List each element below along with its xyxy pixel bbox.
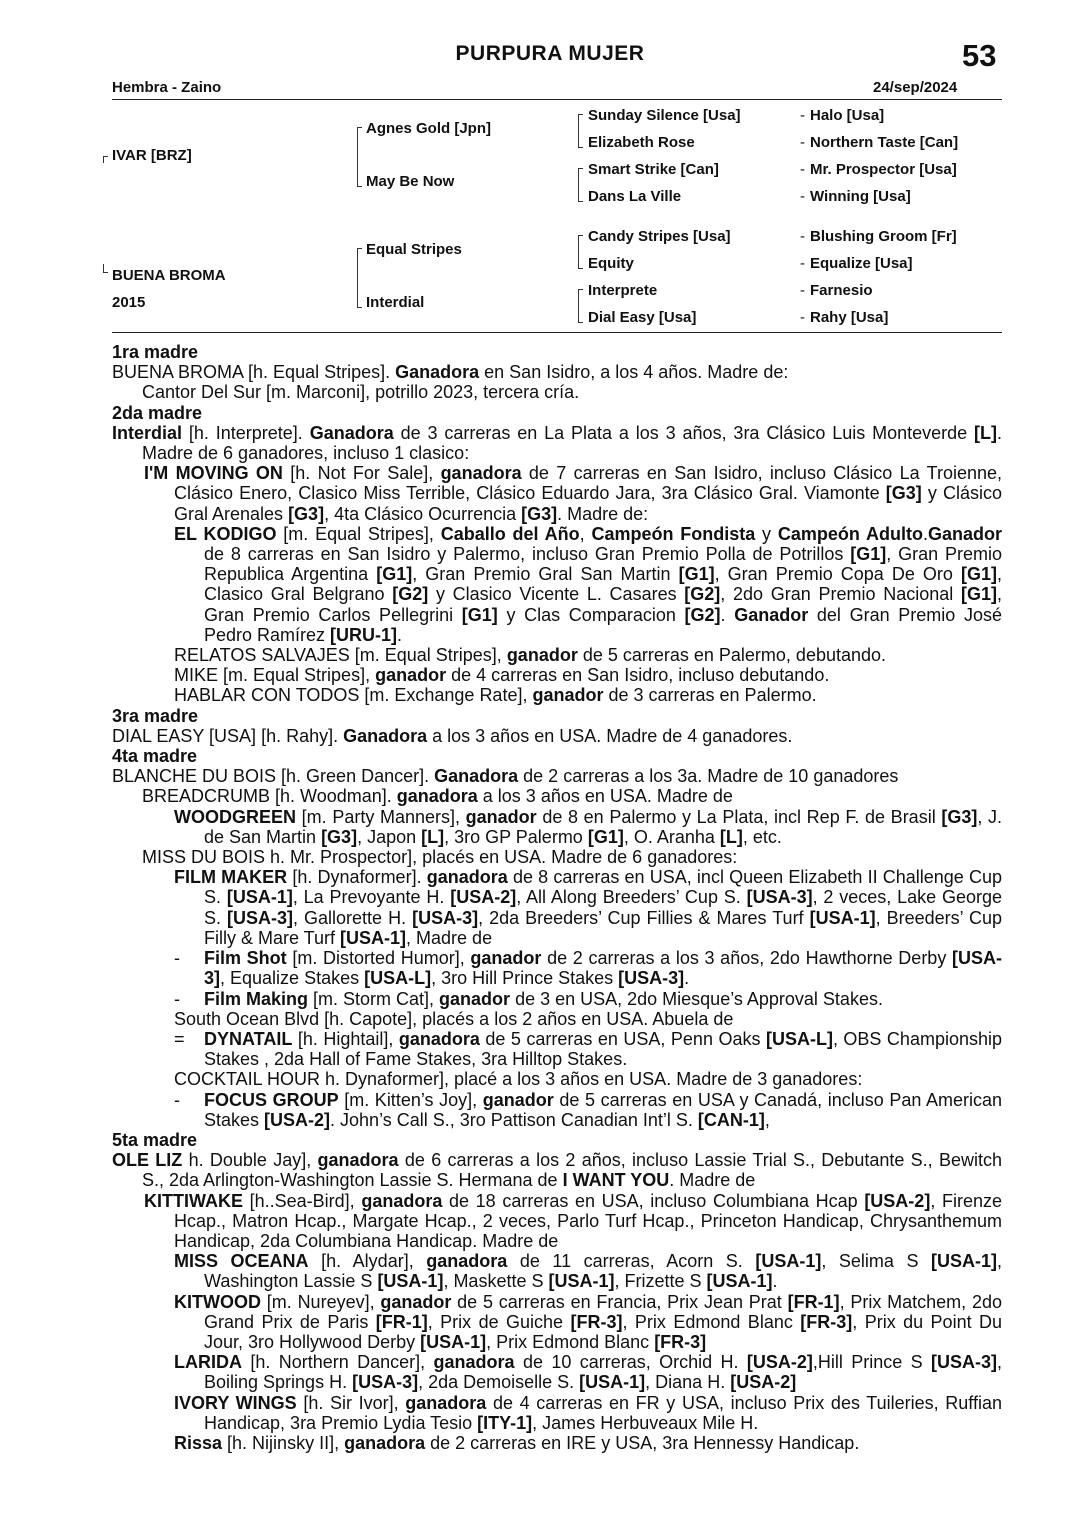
bracket — [578, 193, 583, 202]
produce-entry: South Ocean Blvd [h. Capote], placés a los 2 años en USA. Abuela de — [174, 1008, 734, 1029]
sire: IVAR [BRZ] — [112, 147, 192, 164]
produce-entry: Rissa [h. Nijinsky II], ganadora de 2 carreras en IRE y USA, 3ra Hennessy Handicap. — [174, 1432, 860, 1453]
produce-entry: - Film Making [m. Storm Cat], ganador de 3 en USA, 2do Miesque’s Approval Stakes. — [174, 988, 883, 1009]
bracket — [357, 127, 362, 180]
g3-ancestor: Interprete — [588, 282, 658, 299]
third-dam-entry: DIAL EASY [USA] [h. Rahy]. Ganadora a los 3 años en USA. Madre de 4 ganadores. — [112, 725, 793, 746]
g4-ancestor: Mr. Prospector [Usa] — [810, 161, 957, 178]
bracket — [578, 114, 583, 141]
produce-entry: MISS DU BOIS h. Mr. Prospector], placés en USA. Madre de 6 ganadores: — [142, 847, 738, 868]
dash: - — [800, 228, 805, 245]
page-number: 53 — [962, 38, 997, 73]
fourth-dam-entry: BLANCHE DU BOIS [h. Green Dancer]. Ganadora de 2 carreras a los 3a. Madre de 10 ganadores — [112, 766, 899, 787]
g3-ancestor: Elizabeth Rose — [588, 134, 695, 151]
g4-ancestor: Winning [Usa] — [810, 188, 911, 205]
section-heading: 3ra madre — [112, 705, 199, 726]
dash: - — [800, 134, 805, 151]
g3-ancestor: Candy Stripes [Usa] — [588, 228, 731, 245]
family-section — [112, 342, 1002, 1453]
bracket — [578, 260, 583, 269]
bracket — [578, 314, 583, 323]
bracket — [578, 168, 583, 195]
dash: - — [800, 255, 805, 272]
g3-ancestor: Smart Strike [Can] — [588, 161, 719, 178]
bracket — [578, 289, 583, 316]
produce-entry: KITWOOD [m. Nureyev], ganador de 5 carreras en Francia, Prix Jean Prat [FR-1], Prix Matchem, 2do Grand Prix de Paris [FR-1], Prix de Guiche [FR-3], Prix Edmond Blanc [FR-3], Prix du Point Du Jour, 3ro Hollywood Derby [USA-1], Prix Edmond Blanc [FR-3] — [174, 1291, 1003, 1352]
first-dam-child: Cantor Del Sur [m. Marconi], potrillo 2023, tercera cría. — [142, 382, 580, 403]
fifth-dam-entry: OLE LIZ h. Double Jay], ganadora de 6 carreras a los 2 años, incluso Lassie Trial S., Debutante S., Bewitch S., 2da Arlington-Washington Lassie S. Hermana de I WANT YOU. Madre de — [112, 1150, 1002, 1191]
g4-ancestor: Blushing Groom [Fr] — [810, 228, 957, 245]
dam-sire: Equal Stripes — [366, 241, 462, 258]
produce-entry: I'M MOVING ON [h. Not For Sale], ganadora de 7 carreras en San Isidro, incluso Clásico La Troienne, Clásico Enero, Clasico Miss Terrible, Clásico Eduardo Jara, 3ra Clásico Gral. Viamonte [G3] y Clásico Gral Arenales [G3], 4ta Clásico Ocurrencia [G3]. Madre de: — [144, 463, 1002, 524]
produce-entry: IVORY WINGS [h. Sir Ivor], ganadora de 4 carreras en FR y USA, incluso Prix des Tuileries, Ruffian Handicap, 3ra Premio Lydia Tesio [ITY-1], James Herbuveaux Mile H. — [174, 1392, 1002, 1433]
section-heading: 5ta madre — [112, 1129, 198, 1150]
produce-entry: WOODGREEN [m. Party Manners], ganador de 8 en Palermo y La Plata, incl Rep F. de Brasil [G3], J. de San Martin [G3], Japon [L], 3ro GP Palermo [G1], O. Aranha [L], etc. — [174, 806, 1002, 847]
produce-entry: - Film Shot [m. Distorted Humor], ganador de 2 carreras a los 3 años, 2do Hawthorne Derby [USA-3], Equalize Stakes [USA-L], 3ro Hill Prince Stakes [USA-3]. — [174, 948, 1002, 989]
birth-year: 2015 — [112, 294, 146, 311]
second-dam-entry: Interdial [h. Interprete]. Ganadora de 3 carreras en La Plata a los 3 años, 3ra Clásico Luis Monteverde [L]. Madre de 6 ganadores, incluso 1 clasico: — [112, 422, 1003, 464]
dam: BUENA BROMA — [112, 267, 226, 284]
produce-entry: COCKTAIL HOUR h. Dynaformer], placé a los 3 años en USA. Madre de 3 ganadores: — [174, 1069, 863, 1090]
produce-entry: MISS OCEANA [h. Alydar], ganadora de 11 carreras, Acorn S. [USA-1], Selima S [USA-1], Washington Lassie S [USA-1], Maskette S [USA-1], Frizette S [USA-1]. — [174, 1251, 1003, 1292]
produce-entry: HABLAR CON TODOS [m. Exchange Rate], ganador de 3 carreras en Palermo. — [174, 685, 817, 706]
g3-ancestor: Equity — [588, 255, 634, 272]
section-heading: 2da madre — [112, 402, 203, 423]
produce-entry: RELATOS SALVAJES [m. Equal Stripes], ganador de 5 carreras en Palermo, debutando. — [174, 645, 887, 666]
dam-dam: Interdial — [366, 294, 425, 311]
g3-ancestor: Sunday Silence [Usa] — [588, 107, 741, 124]
section-heading: 4ta madre — [112, 746, 198, 767]
dash: - — [800, 107, 805, 124]
dash: - — [800, 282, 805, 299]
produce-entry: = DYNATAIL [h. Hightail], ganadora de 5 carreras en USA, Penn Oaks [USA-L], OBS Championship Stakes , 2da Hall of Fame Stakes, 3ra Hilltop Stakes. — [174, 1028, 1003, 1070]
produce-entry: MIKE [m. Equal Stripes], ganador de 4 carreras en San Isidro, incluso debutando. — [174, 665, 830, 686]
bracket — [578, 139, 583, 148]
bracket — [103, 264, 108, 273]
produce-entry: EL KODIGO [m. Equal Stripes], Caballo del Año, Campeón Fondista y Campeón Adulto.Ganador de 8 carreras en San Isidro y Palermo, incluso Gran Premio Polla de Potrillos [G1], Gran Premio Republica Argentina [G1], Gran Premio Gral San Martin [G1], Gran Premio Copa De Oro [G1], Clasico Gral Belgrano [G2] y Clasico Vicente L. Casares [G2], 2do Gran Premio Nacional [G1], Gran Premio Carlos Pellegrini [G1] y Clas Comparacion [G2]. Ganador del Gran Premio José Pedro Ramírez [URU-1]. — [174, 523, 1003, 645]
sire-dam: May Be Now — [366, 173, 455, 190]
sex-color: Hembra - Zaino — [112, 79, 222, 96]
page-title: PURPURA MUJER — [455, 42, 645, 65]
g3-ancestor: Dans La Ville — [588, 188, 682, 205]
first-dam-entry: BUENA BROMA [h. Equal Stripes]. Ganadora en San Isidro, a los 4 años. Madre de: — [112, 362, 789, 383]
pedigree-divider — [112, 332, 1002, 333]
bracket — [578, 235, 583, 262]
g4-ancestor: Halo [Usa] — [810, 107, 885, 124]
g4-ancestor: Equalize [Usa] — [810, 255, 913, 272]
header-divider — [112, 99, 1002, 100]
bracket — [357, 299, 362, 308]
dash: - — [800, 161, 805, 178]
produce-entry: LARIDA [h. Northern Dancer], ganadora de 10 carreras, Orchid H. [USA-2],Hill Prince S [USA-3], Boiling Springs H. [USA-3], 2da Demoiselle S. [USA-1], Diana H. [USA-2] — [174, 1352, 1002, 1393]
produce-entry: FILM MAKER [h. Dynaformer]. ganadora de 8 carreras en USA, incl Queen Elizabeth II Challenge Cup S. [USA-1], La Prevoyante H. [USA-2], All Along Breeders’ Cup S. [USA-3], 2 veces, Lake George S. [USA-3], Gallorette H. [USA-3], 2da Breeders’ Cup Fillies & Mares Turf [USA-1], Breeders’ Cup Filly & Mare Turf [USA-1], Madre de — [174, 867, 1003, 948]
bracket — [357, 248, 362, 301]
produce-entry: BREADCRUMB [h. Woodman]. ganadora a los 3 años en USA. Madre de — [142, 786, 733, 807]
bracket — [357, 178, 362, 187]
section-heading: 1ra madre — [112, 342, 199, 362]
produce-entry: KITTIWAKE [h..Sea-Bird], ganadora de 18 carreras en USA, incluso Columbiana Hcap [USA-2], Firenze Hcap., Matron Hcap., Margate Hcap., 2 veces, Parlo Turf Hcap., Princeton Handicap, Chrysanthemum Handicap, 2da Columbiana Handicap. Madre de — [144, 1190, 1002, 1251]
g4-ancestor: Farnesio — [810, 282, 873, 299]
dash: - — [800, 188, 805, 205]
bracket — [103, 156, 108, 163]
dash: - — [800, 309, 805, 326]
report-date: 24/sep/2024 — [873, 79, 958, 96]
g4-ancestor: Northern Taste [Can] — [810, 134, 959, 151]
produce-entry: - FOCUS GROUP [m. Kitten’s Joy], ganador de 5 carreras en USA y Canadá, incluso Pan American Stakes [USA-2]. John’s Call S., 3ro Pattison Canadian Int’l S. [CAN-1], — [174, 1089, 1002, 1130]
g3-ancestor: Dial Easy [Usa] — [588, 309, 697, 326]
g4-ancestor: Rahy [Usa] — [810, 309, 889, 326]
sire-sire: Agnes Gold [Jpn] — [366, 120, 491, 137]
